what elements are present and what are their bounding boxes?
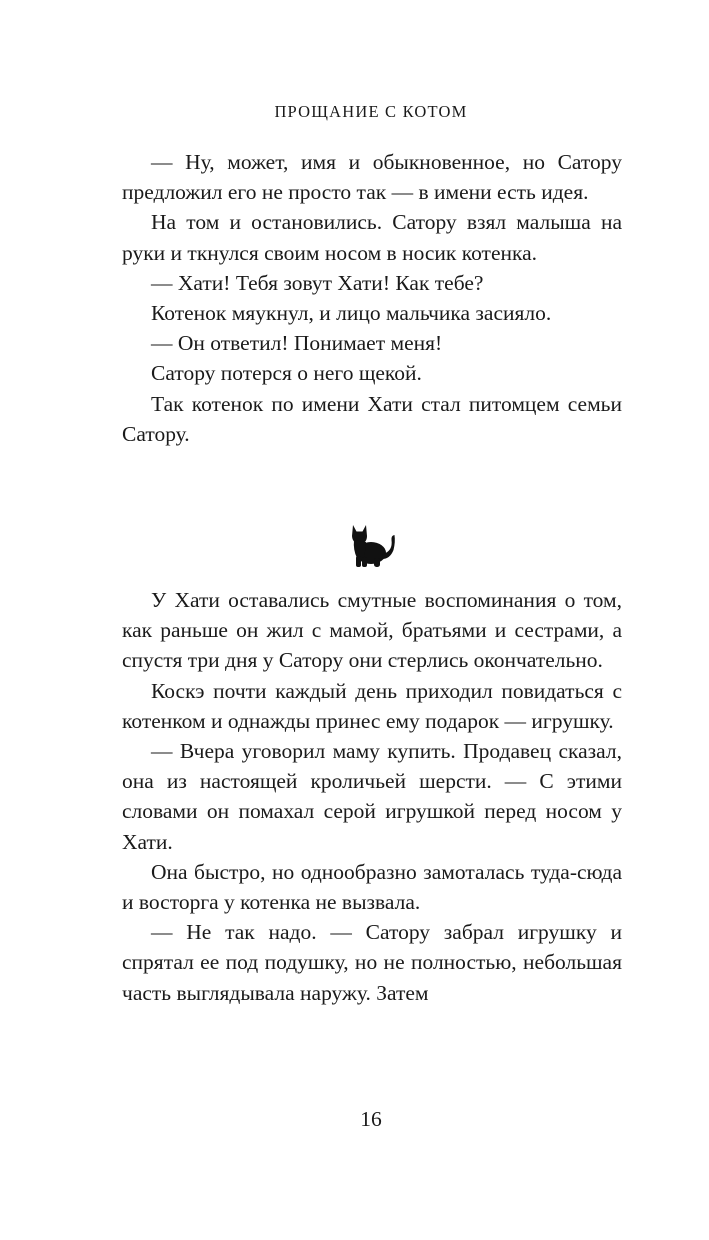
paragraph: — Хати! Тебя зовут Хати! Как тебе? (151, 270, 484, 295)
page-number: 16 (360, 1107, 382, 1131)
paragraph: Она быстро, но однообразно замоталась туда-сюда и восторга у котенка не вызвала. (122, 859, 622, 915)
paragraph: — Не так надо. — Сатору забрал игрушку и спрятал ее под подушку, но не полностью, небольшая часть выглядывала наружу. Затем (122, 920, 622, 1005)
paragraph: У Хати оставались смутные воспоминания о том, как раньше он жил с мамой, братьями и сестрами, а спустя три дня у Сатору они стерлись окончательно. (122, 588, 622, 673)
running-head: ПРОЩАНИЕ С КОТОМ (274, 102, 468, 121)
paragraph: Котенок мяукнул, и лицо мальчика засияло. (151, 301, 552, 326)
paragraph: Коскэ почти каждый день приходил повидаться с котенком и однажды принес ему подарок — игрушку. (122, 678, 622, 733)
paragraph: — Вчера уговорил маму купить. Продавец сказал, она из настоящей кроличьей шерсти. — С этими словами он помахал серой игрушкой перед носом у Хати. (122, 739, 622, 854)
paragraph: Сатору потерся о него щекой. (151, 361, 422, 386)
cat-silhouette-icon (344, 522, 396, 570)
section-two (122, 585, 622, 1008)
paragraph: На том и остановились. Сатору взял малыша на руки и ткнулся своим носом в носик котенка. (122, 210, 622, 265)
section-one (122, 147, 622, 449)
paragraph: — Ну, может, имя и обыкновенное, но Сатору предложил его не просто так — в имени есть идея. (122, 150, 622, 205)
paragraph: Так котенок по имени Хати стал питомцем семьи Сатору. (122, 391, 622, 446)
paragraph: — Он ответил! Понимает меня! (151, 331, 443, 356)
